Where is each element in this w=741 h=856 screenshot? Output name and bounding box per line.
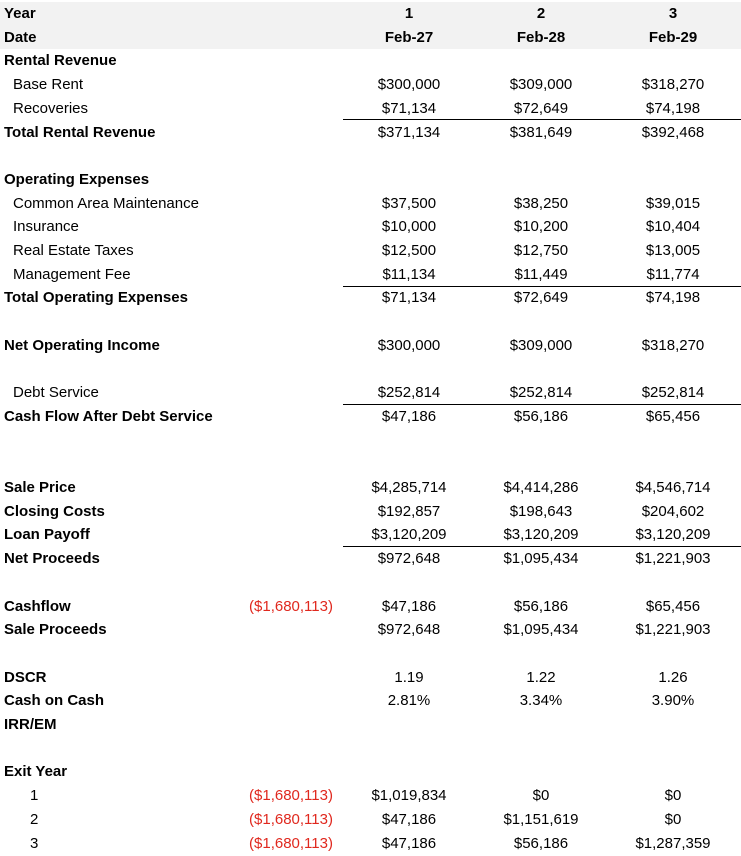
exit-year-title-row	[0, 760, 741, 784]
closing-costs-y1: $192,857	[377, 502, 441, 520]
sale-price-y1: $4,285,714	[371, 479, 447, 496]
exit-row-2-label: 2	[30, 810, 39, 828]
loan-payoff-y1: $3,120,209	[371, 526, 447, 544]
debt-service-row	[0, 381, 741, 405]
cfads-y2: $56,186	[513, 407, 569, 425]
total-rental-revenue-row	[0, 121, 741, 145]
taxes-y2: $12,750	[513, 242, 569, 259]
net-proceeds-y3: $1,221,903	[635, 550, 711, 568]
recoveries-label: Recoveries	[13, 99, 89, 117]
exit-row-3-y2: $56,186	[513, 834, 569, 852]
dscr-y1: 1.19	[394, 668, 424, 686]
dscr-y3: 1.26	[658, 668, 688, 686]
base-rent-row	[0, 73, 741, 97]
noi-row	[0, 334, 741, 358]
coc-label: Cash on Cash	[4, 692, 105, 710]
total-rental-revenue-y1: $371,134	[377, 123, 441, 141]
header-row-year	[0, 2, 741, 26]
total-opex-row	[0, 286, 741, 310]
base-rent-y1: $300,000	[377, 76, 441, 94]
noi-y1: $300,000	[377, 336, 441, 354]
exit-row-2-y2: $1,151,619	[503, 810, 579, 828]
operating-expenses-title: Operating Expenses	[4, 170, 150, 188]
exit-row-2-y3: $0	[664, 810, 682, 828]
sale-price-y2: $4,414,286	[503, 479, 579, 496]
taxes-row	[0, 239, 741, 263]
header-row-date	[0, 26, 741, 50]
loan-payoff-y2: $3,120,209	[503, 526, 579, 544]
cam-y2: $38,250	[513, 194, 569, 212]
cfads-y3: $65,456	[645, 407, 701, 425]
rental-revenue-title: Rental Revenue	[4, 52, 117, 70]
date-3: Feb-29	[648, 28, 698, 46]
exit-row-3-label: 3	[30, 834, 39, 852]
exit-row-2	[0, 808, 741, 832]
net-proceeds-label: Net Proceeds	[4, 550, 100, 568]
year-3: 3	[668, 5, 678, 22]
recoveries-y1: $71,134	[381, 99, 437, 117]
insurance-row	[0, 215, 741, 239]
debt-service-label: Debt Service	[13, 384, 99, 402]
total-rental-revenue-y3: $392,468	[641, 123, 705, 141]
recoveries-y2: $72,649	[513, 99, 569, 117]
exit-row-3	[0, 832, 741, 856]
noi-y3: $318,270	[641, 336, 705, 354]
net-proceeds-row	[0, 547, 741, 571]
exit-row-3-y1: $47,186	[381, 834, 437, 852]
loan-payoff-y3: $3,120,209	[635, 526, 711, 544]
closing-costs-y2: $198,643	[509, 502, 573, 520]
insurance-label: Insurance	[13, 218, 79, 236]
closing-costs-y3: $204,602	[641, 502, 705, 520]
base-rent-label: Base Rent	[13, 76, 84, 94]
date-label: Date	[4, 28, 37, 46]
dscr-label: DSCR	[4, 668, 47, 686]
sale-price-y3: $4,546,714	[635, 479, 711, 496]
cashflow-y3: $65,456	[645, 597, 701, 615]
insurance-y1: $10,000	[381, 218, 437, 236]
closing-costs-label: Closing Costs	[4, 502, 105, 520]
taxes-y1: $12,500	[381, 242, 437, 259]
cam-y3: $39,015	[645, 194, 701, 212]
cam-row	[0, 192, 741, 216]
mgmt-fee-y1: $11,134	[382, 265, 436, 283]
exit-row-2-initial: ($1,680,113)	[249, 810, 333, 828]
exit-row-1-y2: $0	[532, 787, 550, 805]
cfads-row	[0, 405, 741, 429]
loan-payoff-row	[0, 523, 741, 547]
net-proceeds-y2: $1,095,434	[503, 550, 579, 568]
noi-label: Net Operating Income	[4, 336, 160, 354]
insurance-y3: $10,404	[645, 218, 701, 236]
debt-service-y3: $252,814	[641, 384, 705, 402]
operating-expenses-title-row	[0, 168, 741, 192]
recoveries-y3: $74,198	[645, 99, 701, 117]
irr-em-row	[0, 713, 741, 737]
closing-costs-row	[0, 500, 741, 524]
loan-payoff-label: Loan Payoff	[4, 526, 90, 544]
base-rent-y2: $309,000	[509, 76, 573, 94]
net-proceeds-y1: $972,648	[377, 550, 441, 568]
sale-proceeds-y3: $1,221,903	[635, 621, 711, 639]
exit-row-1-initial: ($1,680,113)	[249, 787, 333, 805]
exit-row-1-label: 1	[30, 787, 39, 805]
exit-row-1	[0, 784, 741, 808]
irr-em-label: IRR/EM	[4, 716, 57, 733]
date-2: Feb-28	[516, 28, 566, 46]
cfads-y1: $47,186	[381, 407, 437, 425]
exit-row-1-y3: $0	[664, 787, 682, 805]
insurance-y2: $10,200	[513, 218, 569, 236]
total-opex-label: Total Operating Expenses	[4, 289, 188, 307]
sale-proceeds-row	[0, 618, 741, 642]
mgmt-fee-row	[0, 263, 741, 287]
sale-proceeds-label: Sale Proceeds	[4, 621, 107, 639]
dscr-row	[0, 666, 741, 690]
exit-row-1-y1: $1,019,834	[371, 787, 447, 805]
mgmt-fee-y3: $11,774	[646, 265, 700, 283]
coc-y1: 2.81%	[387, 692, 431, 710]
exit-year-title: Exit Year	[4, 763, 68, 781]
sale-proceeds-y2: $1,095,434	[503, 621, 579, 639]
base-rent-y3: $318,270	[641, 76, 705, 94]
sale-price-row	[0, 476, 741, 500]
debt-service-y1: $252,814	[377, 384, 441, 402]
cashflow-y1: $47,186	[381, 597, 437, 615]
mgmt-fee-label: Management Fee	[13, 265, 131, 283]
date-1: Feb-27	[384, 28, 434, 46]
year-1: 1	[404, 5, 414, 22]
year-2: 2	[536, 5, 546, 22]
total-rental-revenue-label: Total Rental Revenue	[4, 123, 156, 141]
recoveries-row	[0, 97, 741, 121]
taxes-label: Real Estate Taxes	[13, 242, 134, 259]
taxes-y3: $13,005	[645, 242, 701, 259]
cashflow-y2: $56,186	[513, 597, 569, 615]
noi-y2: $309,000	[509, 336, 573, 354]
debt-service-y2: $252,814	[509, 384, 573, 402]
mgmt-fee-y2: $11,449	[514, 265, 568, 283]
coc-y2: 3.34%	[519, 692, 563, 710]
total-opex-y2: $72,649	[513, 289, 569, 307]
total-opex-y1: $71,134	[381, 289, 437, 307]
dscr-y2: 1.22	[526, 668, 556, 686]
cashflow-initial: ($1,680,113)	[249, 597, 333, 615]
year-label: Year	[4, 5, 36, 22]
total-rental-revenue-y2: $381,649	[509, 123, 573, 141]
coc-row	[0, 689, 741, 713]
cfads-label: Cash Flow After Debt Service	[4, 407, 213, 425]
exit-row-3-initial: ($1,680,113)	[249, 834, 333, 852]
cam-y1: $37,500	[381, 194, 437, 212]
coc-y3: 3.90%	[651, 692, 695, 710]
sale-proceeds-y1: $972,648	[377, 621, 441, 639]
exit-row-2-y1: $47,186	[381, 810, 437, 828]
rental-revenue-title-row	[0, 49, 741, 73]
total-opex-y3: $74,198	[645, 289, 701, 307]
cashflow-label: Cashflow	[4, 597, 71, 615]
exit-row-3-y3: $1,287,359	[635, 834, 711, 852]
sale-price-label: Sale Price	[4, 479, 76, 496]
cam-label: Common Area Maintenance	[13, 194, 199, 212]
cashflow-row	[0, 595, 741, 619]
